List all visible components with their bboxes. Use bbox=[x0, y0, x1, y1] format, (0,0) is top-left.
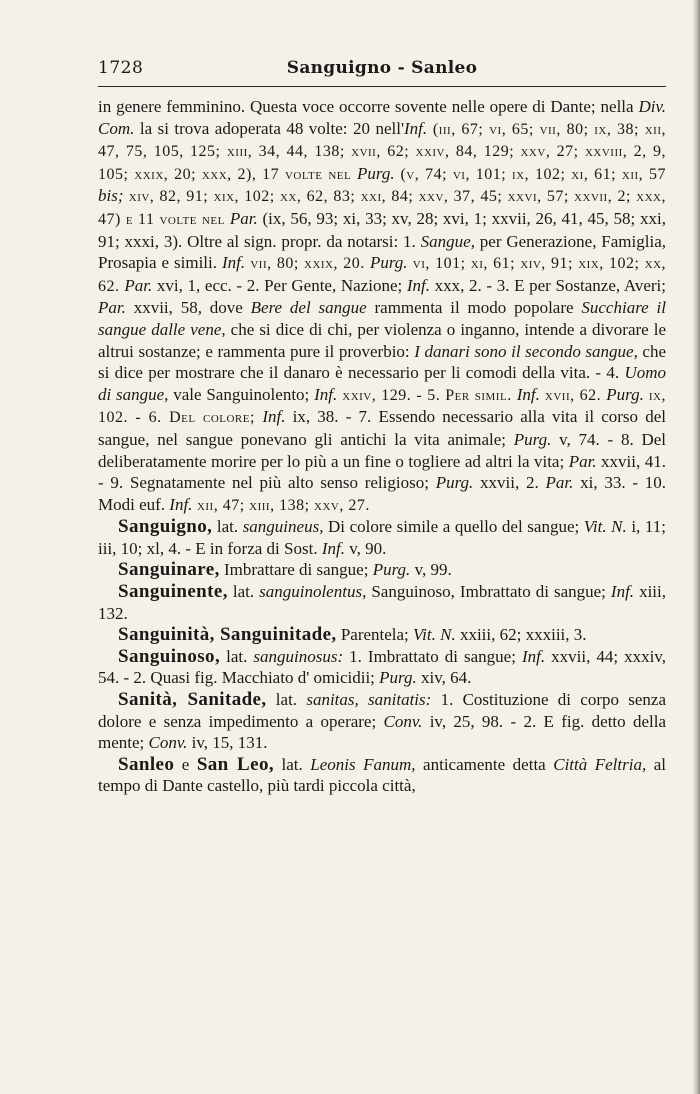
headword: Sanguigno, bbox=[118, 516, 213, 538]
page-edge-shadow bbox=[692, 0, 700, 1094]
headword: Sanguinità, Sanguinitade, bbox=[118, 624, 337, 646]
headword: Sanguinoso, bbox=[118, 645, 221, 667]
headword: Sanleo bbox=[118, 753, 175, 775]
continuation-paragraph: in genere femminino. Questa voce occorre sovente nelle opere di Dante; nella Div. Com. la si trova adoperata 48 volte: 20 nell'Inf. (iii, 67; vi, 65; vii, 80; ix, 38; xii, 47, 75, 105, 125; xiii, 34, 44, 138; xvii, 62; xxiv, 84, 129; xxv, 27; xxviii, 2, 9, 105; xxix, 20; xxx, 2), 17 volte nel Purg. (v, 74; vi, 101; ix, 102; xi, 61; xii, 57 bis; xiv, 82, 91; xix, 102; xx, 62, 83; xxi, 84; xxv, 37, 45; xxvi, 57; xxvii, 2; xxx, 47) e 11 volte nel Par. (ix, 56, 93; xi, 33; xv, 28; xvi, 1; xxvii, 26, 41, 45, 58; xxi, 91; xxxi, 3). Oltre al sign. propr. da notarsi: 1. Sangue, per Generazione, Famiglia, Prosapia e simili. Inf. vii, 80; xxix, 20. Purg. vi, 101; xi, 61; xiv, 91; xix, 102; xx, 62. Par. xvi, 1, ecc. - 2. Per Gente, Nazione; Inf. xxx, 2. - 3. E per Sostanze, Averi; Par. xxvii, 58, dove Bere del sangue rammenta il modo popolare Succhiare il sangue dalle vene, che si dice di chi, per violenza o inganno, intende a divorare le altrui sostanze; e rammenta pure il proverbio: I danari sono il secondo sangue, che si dice per mostrare che il danaro è necessario per li comodi della vita. - 4. Uomo di sangue, vale Sanguinolento; Inf. xxiv, 129. - 5. Per simil. Inf. xvii, 62. Purg. ix, 102. - 6. Del colore; Inf. ix, 38. - 7. Essendo necessario alla vita il corso del sangue, nel sangue ponevano gli antichi la vita animale; Purg. v, 74. - 8. Del deliberatamente morire per lo più a un fine o togliere ad altri la vita; Par. xxvii, 41. - 9. Segnatamente nel più alto senso religioso; Purg. xxvii, 2. Par. xi, 33. - 10. Modi euf. Inf. xii, 47; xiii, 138; xxv, 27. bbox=[98, 97, 667, 514]
entry-sanguinoso: Sanguinoso, lat. sanguinosus: 1. Imbrattato di sangue; Inf. xxvii, 44; xxxiv, 54. - 2. Quasi fig. Macchiato d' omicidii; Purg. xiv, 64. bbox=[98, 645, 666, 688]
entry-sanguigno: Sanguigno, lat. sanguineus, Di colore simile a quello del sangue; Vit. N. i, 11; iii, 10; xl, 4. - E in forza di Sost. Inf. v, 90. bbox=[98, 516, 666, 558]
dictionary-text bbox=[98, 96, 666, 797]
header-rule bbox=[98, 86, 666, 87]
headword: Sanguinare, bbox=[118, 559, 220, 581]
headword-variant: San Leo, bbox=[196, 753, 275, 775]
page-header bbox=[98, 52, 666, 86]
entry-sanguinita: Sanguinità, Sanguinitade, Parentela; Vit. N. xxiii, 62; xxxiii, 3. bbox=[118, 624, 587, 646]
page-number: 1728 bbox=[98, 58, 144, 78]
headword: Sanità, Sanitade, bbox=[118, 689, 267, 711]
entry-sanita: Sanità, Sanitade, lat. sanitas, sanitatis: 1. Costituzione di corpo senza dolore e senza impedimento a operare; Conv. iv, 25, 98. - 2. E fig. detto della mente; Conv. iv, 15, 131. bbox=[98, 689, 667, 753]
headword: Sanguinente, bbox=[118, 581, 228, 603]
entry-sanguinare: Sanguinare, Imbrattare di sangue; Purg. v, 99. bbox=[118, 559, 452, 581]
entry-sanguinente: Sanguinente, lat. sanguinolentus, Sanguinoso, Imbrattato di sangue; Inf. xiii, 132. bbox=[98, 581, 666, 623]
running-title: Sanguigno - Sanleo bbox=[286, 58, 478, 78]
entry-sanleo: Sanleo e San Leo, lat. Leonis Fanum, anticamente detta Città Feltria, al tempo di Dante castello, più tardi piccola città, bbox=[98, 753, 666, 796]
